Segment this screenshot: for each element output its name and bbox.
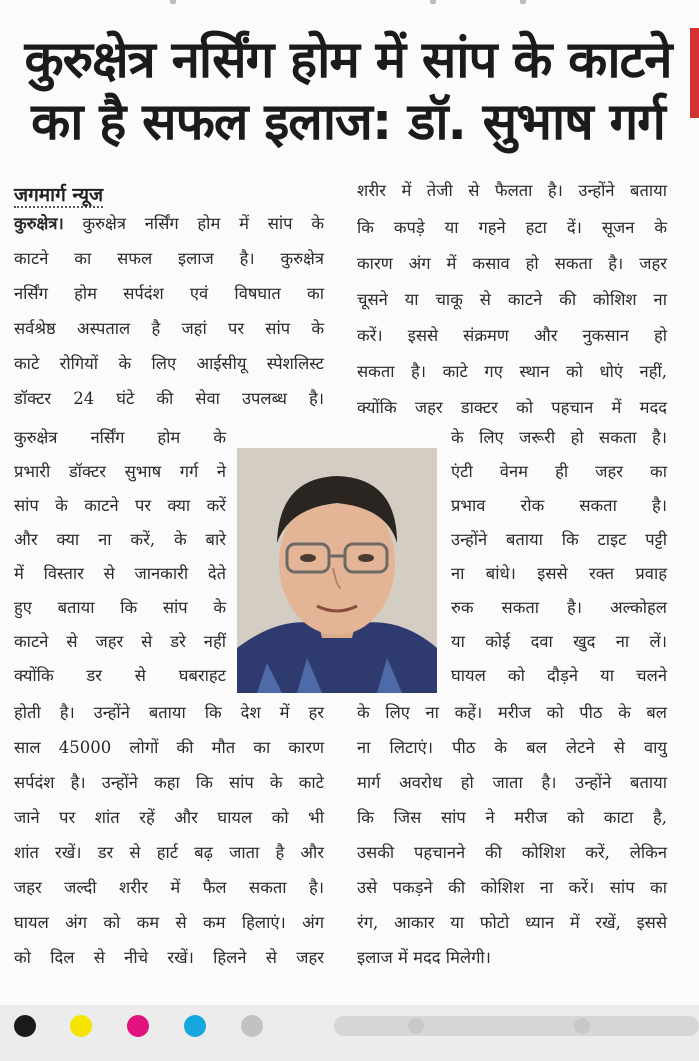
text-line: उन्होंने बताया कि टाइट पट्टी [451, 530, 667, 549]
text-line: काटे रोगियों के लिए आईसीयू स्पेशलिस्ट [14, 354, 324, 373]
registration-yellow-dot [70, 1015, 92, 1037]
text-line: नर्सिंग होम सर्पदंश एवं विषघात का [14, 284, 324, 303]
text-line: उसे पकड़ने की कोशिश ना करें। सांप का [357, 878, 667, 897]
text-line: सकता है। काटे गए स्थान को धोएं नहीं, [357, 362, 667, 381]
text-line: डॉक्टर 24 घंटे की सेवा उपलब्ध है। [14, 389, 324, 408]
text-line: हुए बताया कि सांप के [14, 598, 226, 617]
text-line: सांप के काटने पर क्या करें [14, 496, 226, 515]
byline: जगमार्ग न्यूज [14, 184, 104, 206]
text-line: सर्पदंश है। उन्होंने कहा कि सांप के काटे [14, 773, 324, 792]
text-line: क्योंकि डर से घबराहट [14, 666, 226, 685]
text-line: को दिल से नीचे रखें। हिलने से जहर [14, 948, 324, 967]
text-line: काटने का सफल इलाज है। कुरुक्षेत्र [14, 249, 324, 268]
page-edge-red-mark [690, 28, 699, 118]
text-line: इलाज में मदद मिलेगी। [357, 948, 491, 967]
text-line: ना बांधे। इससे रक्त प्रवाह [451, 564, 667, 583]
text-line: क्योंकि जहर डाक्टर को पहचान में मदद [357, 398, 667, 417]
text-line: रंग, आकार या फोटो ध्यान में रखें, इससे [357, 913, 667, 932]
text-line: होती है। उन्होंने बताया कि देश में हर [14, 703, 324, 722]
registration-cyan-dot [184, 1015, 206, 1037]
text-line: घायल अंग को कम से कम हिलाएं। अंग [14, 913, 324, 932]
text-line: एंटी वेनम ही जहर का [451, 462, 667, 481]
headline-line-2: का है सफल इलाज: डॉ. सुभाष गर्ग [31, 93, 665, 152]
registration-magenta-dot [127, 1015, 149, 1037]
text-line: कि जिस सांप ने मरीज को काटा है, [357, 808, 667, 827]
portrait-photo [237, 448, 437, 693]
text-line: शांत रखें। डर से हार्ट बढ़ जाता है और [14, 843, 324, 862]
text-line: ना लिटाएं। पीठ के बल लेटने से वायु [357, 738, 667, 757]
text-line: मार्ग अवरोध हो जाता है। उन्होंने बताया [357, 773, 667, 792]
text-line: चूसने या चाकू से काटने की कोशिश ना [357, 290, 667, 309]
text-line: काटने से जहर से डरे नहीं [14, 632, 226, 651]
registration-gray-dot [241, 1015, 263, 1037]
text-line: कि कपड़े या गहने हटा दें। सूजन के [357, 218, 667, 237]
dateline: कुरुक्षेत्र। [14, 214, 64, 233]
text-line: जहर जल्दी शरीर में फैल सकता है। [14, 878, 324, 897]
text-line: और क्या ना करें, के बारे [14, 530, 226, 549]
text-line: सर्वश्रेष्ठ अस्पताल है जहां पर सांप के [14, 319, 324, 338]
text-line: घायल को दौड़ने या चलने [451, 666, 667, 685]
horizontal-scrollbar[interactable] [334, 1016, 699, 1036]
text-line: शरीर में तेजी से फैलता है। उन्होंने बताया [357, 181, 667, 200]
headline-line-1: कुरुक्षेत्र नर्सिंग होम में सांप के काटने [24, 31, 672, 90]
text-line: कुरुक्षेत्र। कुरुक्षेत्र नर्सिंग होम में सांप के [14, 214, 324, 233]
text-line: करें। इससे संक्रमण और नुकसान हो [357, 326, 667, 345]
text-line: प्रभाव रोक सकता है। [451, 496, 667, 515]
text-line: जाने पर शांत रहें और घायल को भी [14, 808, 324, 827]
top-crop-strip [0, 0, 699, 8]
text-line: उसकी पहचानने की कोशिश करें, लेकिन [357, 843, 667, 862]
text-line: साल 45000 लोगों की मौत का कारण [14, 738, 324, 757]
text-line: में विस्तार से जानकारी देते [14, 564, 226, 583]
scroll-marker[interactable] [574, 1018, 590, 1034]
text-line: के लिए ना कहें। मरीज को पीठ के बल [357, 703, 667, 722]
text-line: रुक सकता है। अल्कोहल [451, 598, 667, 617]
registration-black-dot [14, 1015, 36, 1037]
text-line: या कोई दवा खुद ना लें। [451, 632, 667, 651]
scroll-marker[interactable] [408, 1018, 424, 1034]
text-line: के लिए जरूरी हो सकता है। [451, 428, 667, 447]
text-line: प्रभारी डॉक्टर सुभाष गर्ग ने [14, 462, 226, 481]
text-line: कुरुक्षेत्र नर्सिंग होम के [14, 428, 226, 447]
headline [8, 30, 688, 154]
text-line: कारण अंग में कसाव हो सकता है। जहर [357, 254, 667, 273]
